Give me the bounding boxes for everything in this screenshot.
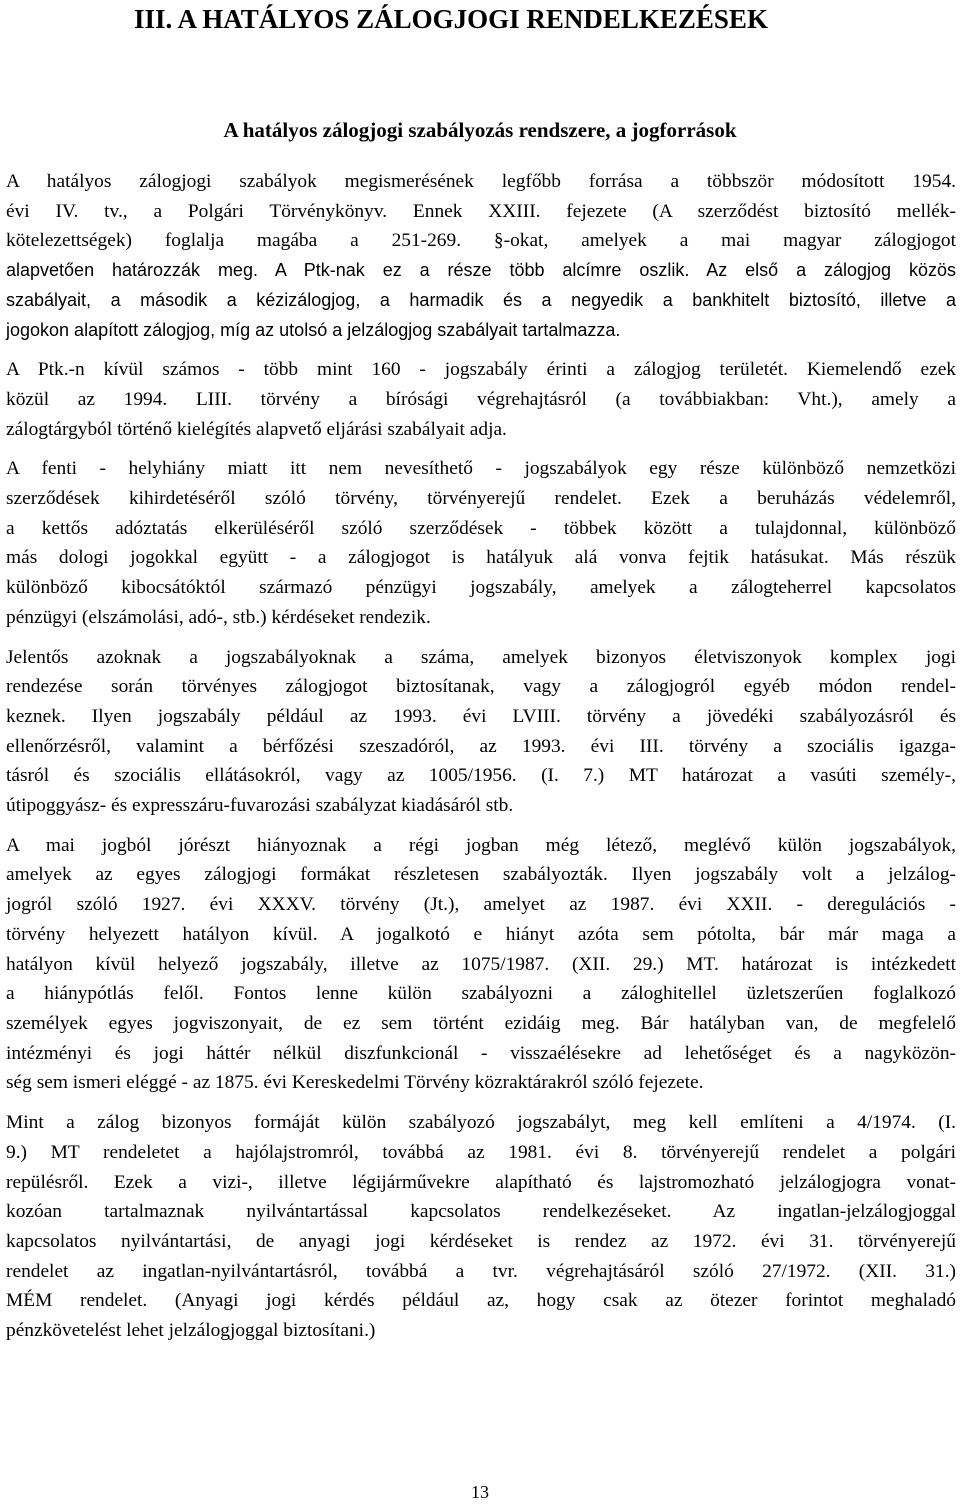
text-line: pénzügyi (elszámolási, adó-, stb.) kérdéseket rendezik.: [6, 606, 431, 628]
text-line: A Ptk.-n kívül számos - több mint 160 - jogszabály érinti a zálogjog területét. Kiemelendő ezek: [6, 359, 956, 381]
text-line: szerződések kihirdetéséről szóló törvény, törvényerejű rendelet. Ezek a beruházás védelemről,: [6, 488, 956, 510]
paragraph-3: [6, 454, 956, 632]
text-line: a kettős adóztatás elkerüléséről szóló szerződések - többek között a tulajdonnal, különböző: [6, 517, 956, 539]
section-heading: A hatályos zálogjogi szabályozás rendszere, a jogforrások: [223, 118, 737, 142]
chapter-title: III. A HATÁLYOS ZÁLOGJOGI RENDELKEZÉSEK: [134, 4, 768, 34]
text-line: intézményi és jogi háttér nélkül diszfunkcionál - visszaélésekre ad lehetőséget és a nagyközön-: [6, 1042, 956, 1064]
paragraph-5: [6, 831, 956, 1098]
text-line: közül az 1994. LIII. törvény a bírósági végrehajtásról (a továbbiakban: Vht.), amely a: [6, 388, 956, 410]
text-line: útipoggyász- és expresszáru-fuvarozási szabályzat kiadásáról stb.: [6, 795, 514, 817]
text-line: a hiánypótlás felől. Fontos lenne külön szabályozni a záloghitellel üzletszerűen foglalkozó: [6, 983, 956, 1005]
paragraph-2: [6, 355, 956, 444]
text-line: rendezése során törvényes zálogjogot biztosítanak, vagy a zálogjogról egyéb módon rendel-: [6, 676, 956, 698]
paragraph-6: [6, 1108, 956, 1346]
text-line: kapcsolatos nyilvántartási, de anyagi jogi kérdéseket is rendez az 1972. évi 31. törvényerejű: [6, 1230, 956, 1252]
text-line: amelyek az egyes zálogjogi formákat részletesen szabályozták. Ilyen jogszabály volt a jelzálog-: [6, 864, 956, 886]
text-line: személyek egyes jogviszonyait, de ez sem történt ezidáig meg. Bár hatályban van, de megfelelő: [6, 1012, 956, 1034]
text-line: jogokon alapított zálogjog, míg az utolsó a jelzálogjog szabályait tartalmazza.: [6, 319, 621, 340]
text-line: ellenőrzésről, valamint a bérfőzési szeszadóról, az 1993. évi III. törvény a szociális igazga-: [6, 735, 956, 757]
text-line: pénzkövetelést lehet jelzálogjoggal biztosítani.): [6, 1320, 376, 1342]
page-number: 13: [471, 1482, 489, 1502]
text-line: szabályait, a második a kézizálogjog, a harmadik és a negyedik a bankhitelt biztosító, illetve a: [6, 289, 956, 310]
text-line: Mint a zálog bizonyos formáját külön szabályozó jogszabályt, meg kell említeni a 4/1974. (I.: [6, 1112, 956, 1134]
text-line: A fenti - helyhiány miatt itt nem nevesíthető - jogszabályok egy része különböző nemzetközi: [6, 458, 956, 480]
text-line: A mai jogból jórészt hiányoznak a régi jogban még létező, meglévő külön jogszabályok,: [6, 834, 956, 856]
text-line: más dologi jogokkal együtt - a zálogjogot is hatályuk alá vonva fejtik hatásukat. Más részük: [6, 547, 956, 569]
paragraph-4: [6, 643, 956, 821]
text-line: 9.) MT rendeletet a hajólajstromról, továbbá az 1981. évi 8. törvényerejű rendelet a polgári: [6, 1141, 956, 1163]
paragraph-1: [6, 167, 956, 345]
text-line: keznek. Ilyen jogszabály például az 1993. évi LVIII. törvény a jövedéki szabályozásról és: [6, 705, 956, 727]
text-line: különböző kibocsátóktól származó pénzügyi jogszabály, amelyek a zálogteherrel kapcsolatos: [6, 577, 956, 599]
text-line: repülésről. Ezek a vizi-, illetve légijárművekre alapítható és lajstromozható jelzálogjogra vonat-: [6, 1171, 956, 1193]
text-line: Jelentős azoknak a jogszabályoknak a száma, amelyek bizonyos életviszonyok komplex jogi: [6, 646, 956, 668]
text-line: jogról szóló 1927. évi XXXV. törvény (Jt.), amelyet az 1987. évi XXII. - deregulációs -: [6, 894, 956, 916]
text-line: zálogtárgyból történő kielégítés alapvető eljárási szabályait adja.: [6, 418, 507, 440]
text-line: hatályon kívül helyező jogszabály, illetve az 1075/1987. (XII. 29.) MT. határozat is intézkedett: [6, 953, 956, 975]
body-text: [6, 167, 956, 1356]
text-line: évi IV. tv., a Polgári Törvénykönyv. Ennek XXIII. fejezete (A szerződést biztosító mellék-: [6, 200, 956, 222]
text-line: kozóan tartalmaznak nyilvántartással kapcsolatos rendelkezéseket. Az ingatlan-jelzálogjoggal: [6, 1201, 956, 1223]
text-line: kötelezettségek) foglalja magába a 251-269. §-okat, amelyek a mai magyar zálogjogot: [6, 230, 956, 252]
text-line: tásról és szociális ellátásokról, vagy az 1005/1956. (I. 7.) MT határozat a vasúti személy-,: [6, 765, 956, 787]
text-line: törvény helyezett hatályon kívül. A jogalkotó e hiányt azóta sem pótolta, bár már maga a: [6, 923, 956, 945]
text-line: alapvetően határozzák meg. A Ptk-nak ez a része több alcímre oszlik. Az első a zálogjog közös: [6, 260, 956, 281]
text-line: ség sem ismeri eléggé - az 1875. évi Kereskedelmi Törvény közraktárakról szóló fejezete.: [6, 1072, 704, 1094]
text-line: MÉM rendelet. (Anyagi jogi kérdés például az, hogy csak az ötezer forintot meghaladó: [6, 1290, 956, 1312]
text-line: rendelet az ingatlan-nyilvántartásról, továbbá a tvr. végrehajtásáról szóló 27/1972. (XII. 31.): [6, 1260, 956, 1282]
text-line: A hatályos zálogjogi szabályok megismerésének legfőbb forrása a többször módosított 1954.: [6, 171, 956, 192]
